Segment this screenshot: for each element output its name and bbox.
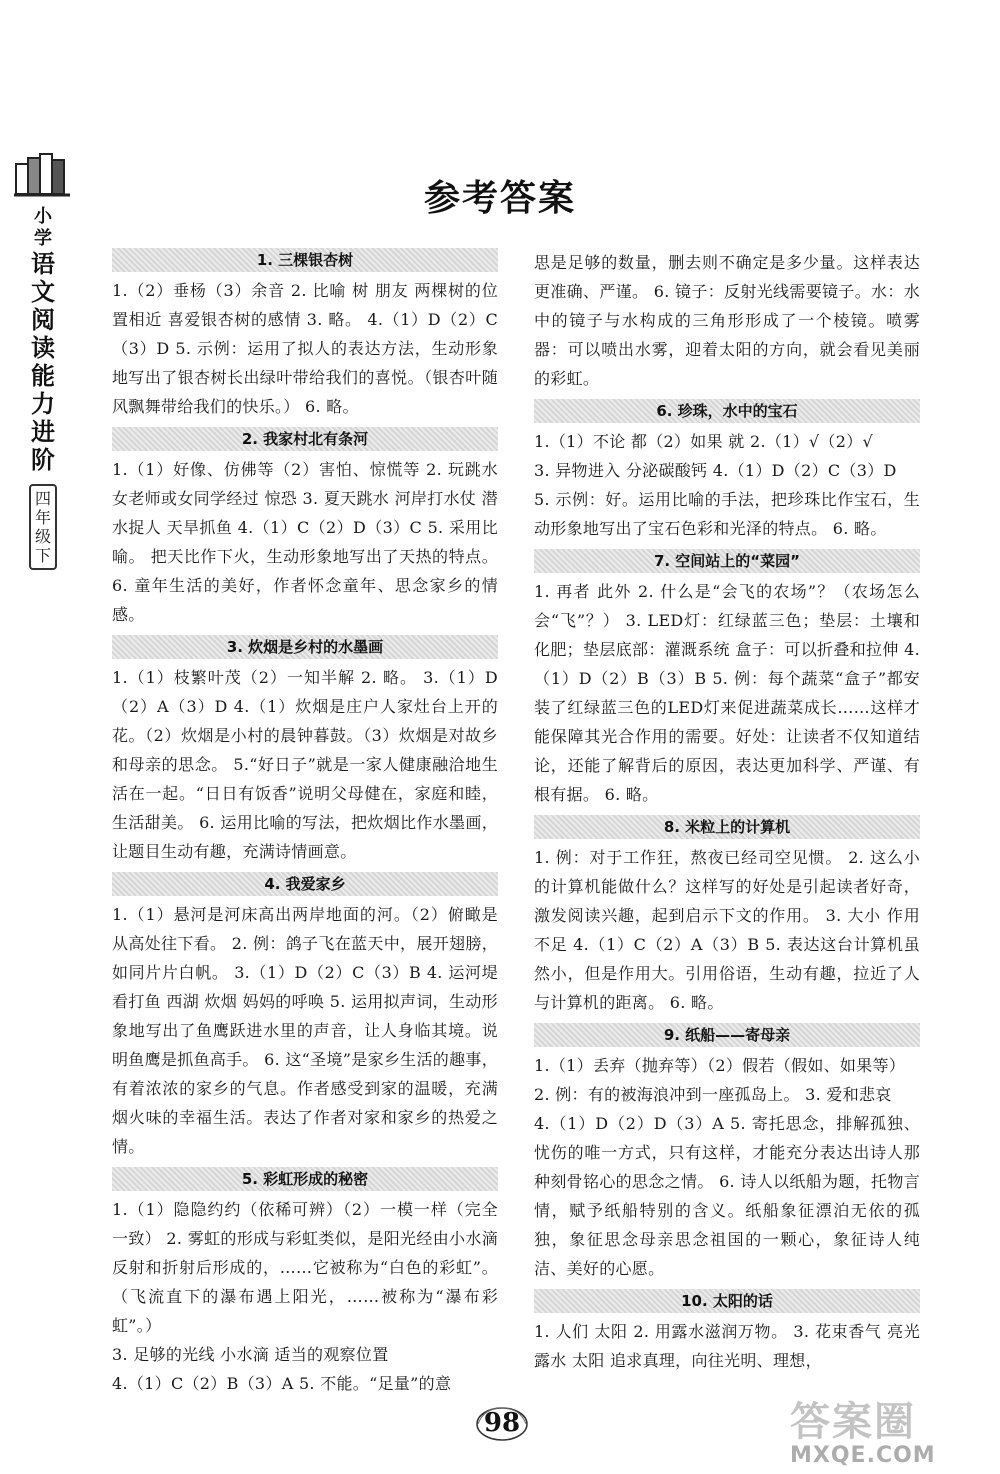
answer-paragraph: 3. 足够的光线 小水滴 适当的观察位置 <box>112 1345 389 1364</box>
section-8 <box>534 815 920 1017</box>
page-number-text: 98 <box>483 1408 521 1438</box>
section-heading: 10. 太阳的话 <box>534 1289 920 1313</box>
answer-paragraph: 1.（1）悬河是河床高出两岸地面的河。（2）俯瞰是从高处往下看。 2. 例：鸽子飞在蓝天中，展开翅膀，如同片片白帆。 3.（1）D（2）C（3）B 4. 运河堤 看打鱼 西湖 炊烟 妈妈的呼唤 5. 运用拟声词，生动形象地写出了鱼鹰跃进水里的声音，让人身临其境。说明鱼鹰是抓鱼高手。 6. 这“圣境”是家乡生活的趣事，有着浓浓的家乡的气息。作者感受到家的温暖，充满烟火味的幸福生活。表达了作者对家和家乡的热爱之情。 <box>112 905 498 1156</box>
answer-paragraph: 3. 异物进入 分泌碳酸钙 4.（1）D（2）C（3）D <box>534 461 897 480</box>
section-9 <box>534 1023 920 1283</box>
watermark-mark: 答案圈 <box>790 1399 916 1445</box>
answer-paragraph: 1.（2）垂杨（3）余音 2. 比喻 树 朋友 两棵树的位置相近 喜爱银杏树的感情 3. 略。 4.（1）D（2）C（3）D 5. 示例：运用了拟人的表达方法，生动形象地写出了银杏树长出绿叶带给我们的喜悦。（银杏叶随风飘舞带给我们的快乐。） 6. 略。 <box>112 281 498 416</box>
answer-paragraph: 1. 再者 此外 2. 什么是“会飞的农场”？（农场怎么会“飞”？） 3. LED灯：红绿蓝三色；垫层：土壤和化肥；垫层底部：灌溉系统 盒子：可以折叠和拉伸 4.（1）D（2）B（3）B 5. 例：每个蔬菜“盒子”都安装了红绿蓝三色的LED灯来促进蔬菜成长……这样才能保障其光合作用的需要。好处：让读者不仅知道结论，还能了解背后的原因，表达更加科学、严谨、有根有据。 6. 略。 <box>534 582 920 804</box>
section-heading: 8. 米粒上的计算机 <box>534 815 920 839</box>
section-heading: 7. 空间站上的“菜园” <box>534 549 920 573</box>
continued-paragraph: 思是足够的数量，删去则不确定是多少量。这样表达更准确、严谨。 6. 镜子：反射光线需要镜子。水：水中的镜子与水构成的三角形形成了一个棱镜。喷雾器：可以喷出水雾，迎着太阳的方向，就会看见美丽的彩虹。 <box>534 253 920 388</box>
grade-label: 四年级下 <box>29 484 57 570</box>
page-title: 参考答案 <box>423 177 576 219</box>
answer-column-right <box>534 248 920 1381</box>
section-heading: 1. 三棵银杏树 <box>112 248 498 272</box>
section-heading: 6. 珍珠，水中的宝石 <box>534 399 920 423</box>
series-title <box>26 206 60 474</box>
section-7 <box>534 549 920 809</box>
answer-paragraph: 2. 例：有的被海浪冲到一座孤岛上。 3. 爱和悲哀 <box>534 1085 892 1104</box>
section-4 <box>112 872 498 1161</box>
answer-paragraph: 1.（1）丢弃（抛弃等）（2）假若（假如、如果等） <box>534 1056 906 1075</box>
answer-paragraph: 1. 人们 太阳 2. 用露水滋润万物。 3. 花束香气 亮光 露水 太阳 追求真理，向往光明、理想， <box>534 1322 920 1370</box>
section-heading: 9. 纸船——寄母亲 <box>534 1023 920 1047</box>
answer-paragraph: 1.（1）枝繁叶茂（2）一知半解 2. 略。 3.（1）D（2）A（3）D 4.（1）炊烟是庄户人家灶台上开的花。（2）炊烟是小村的晨钟暮鼓。（3）炊烟是对故乡和母亲的思念。 5.“好日子”就是一家人健康融洽地生活在一起。“日日有饭香”说明父母健在，家庭和睦，生活甜美。 6. 运用比喻的写法，把炊烟比作水墨画，让题目生动有趣，充满诗情画意。 <box>112 668 498 861</box>
answer-paragraph: 1.（1）好像、仿佛等（2）害怕、惊慌等 2. 玩跳水 女老师或女同学经过 惊恐 3. 夏天跳水 河岸打水仗 潜水捉人 天旱抓鱼 4.（1）C（2）D（3）C 5. 采用比喻。 把天比作下火，生动形象地写出了天热的特点。 6. 童年生活的美好，作者怀念童年、思念家乡的情感。 <box>112 460 498 624</box>
answer-paragraph: 1.（1）隐隐约约（依稀可辨）（2）一模一样（完全一致） 2. 雾虹的形成与彩虹类似，是阳光经由小水滴反射和折射后形成的，……它被称为“白色的彩虹”。（飞流直下的瀑布遇上阳光，……被称为“瀑布彩虹”。） <box>112 1200 498 1335</box>
section-heading: 2. 我家村北有条河 <box>112 427 498 451</box>
answer-paragraph: 1. 例：对于工作狂，熬夜已经司空见惯。 2. 这么小的计算机能做什么？这样写的好处是引起读者好奇，激发阅读兴趣，起到启示下文的作用。 3. 大小 作用 不足 4.（1）C（2）A（3）B 5. 表达这台计算机虽然小，但是作用大。引用俗语，生动有趣，拉近了人与计算机的距离。 6. 略。 <box>534 848 920 1012</box>
section-heading: 3. 炊烟是乡村的水墨画 <box>112 635 498 659</box>
section-5 <box>112 1167 498 1398</box>
answer-paragraph: 4.（1）D（2）D（3）A 5. 寄托思念，排解孤独、忧伤的唯一方式，只有这样，才能充分表达出诗人那种刻骨铭心的思念之情。 6. 诗人以纸船为题，托物言情，赋予纸船特别的含义。纸船象征漂泊无依的孤独，象征思念母亲思念祖国的一颗心，象征诗人纯洁、美好的心愿。 <box>534 1114 920 1278</box>
watermark-site: MXQE.COM <box>790 1443 936 1468</box>
series-title-main: 语文阅读能力进阶 <box>31 250 55 474</box>
answer-paragraph: 4.（1）C（2）B（3）A 5. 不能。“足量”的意 <box>112 1374 452 1393</box>
section-2 <box>112 427 498 629</box>
section-1 <box>112 248 498 421</box>
section-10 <box>534 1289 920 1375</box>
answer-column-left <box>112 248 498 1404</box>
section-3 <box>112 635 498 866</box>
series-title-small: 小学 <box>34 206 52 249</box>
answer-paragraph: 1.（1）不论 都（2）如果 就 2.（1）√（2）√ <box>534 432 873 451</box>
answer-paragraph: 5. 示例：好。运用比喻的手法，把珍珠比作宝石，生动形象地写出了宝石色彩和光泽的特点。 6. 略。 <box>534 490 920 538</box>
section-heading: 5. 彩虹形成的秘密 <box>112 1167 498 1191</box>
page-number <box>474 1404 530 1444</box>
section-heading: 4. 我爱家乡 <box>112 872 498 896</box>
section-6 <box>534 399 920 543</box>
watermark-logo <box>790 1390 990 1470</box>
